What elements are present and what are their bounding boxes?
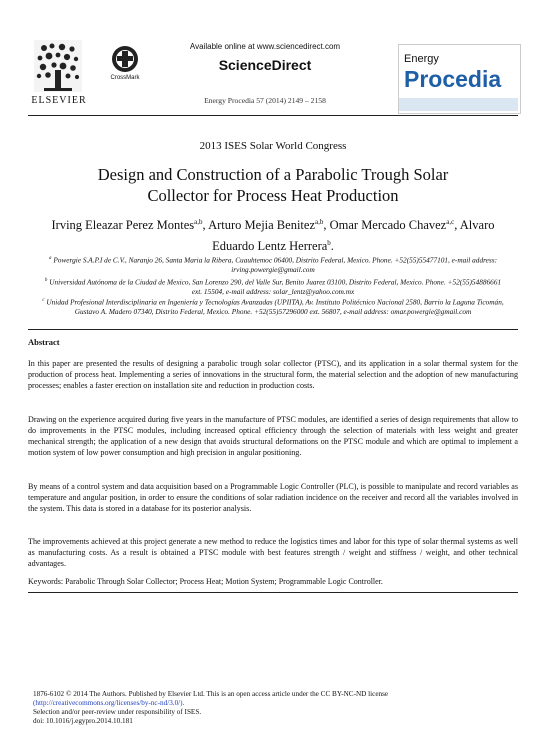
sciencedirect-logo: ScienceDirect — [218, 57, 312, 73]
crossmark-icon[interactable] — [111, 45, 139, 73]
affiliation-b — [40, 276, 506, 297]
abstract-paragraph: Drawing on the experience acquired during five years in the manufacture of PTSC modules, are identified a series of design requirements that allow to do improvements in the PTSC modules, including increased optical efficiency through the selection of materials with less weight and greater mechanical strength; the application of a new design that avoids structural deformations on the PTSC module and which are optimal to implement a motion system of low power consumption and high precision in angular positioning. — [28, 415, 518, 457]
author-name: Omar Mercado Chavez — [329, 218, 447, 233]
author-sep: , — [323, 218, 330, 233]
journal-reference: Energy Procedia 57 (2014) 2149 – 2158 — [204, 96, 326, 105]
author-name: Alvaro Eduardo Lentz Herrera — [212, 218, 495, 254]
paper-title — [40, 164, 506, 206]
copyright-line: 1876-6102 © 2014 The Authors. Published by Elsevier Ltd. This is an open access article under the CC BY-NC-ND license — [33, 690, 389, 698]
abstract-divider — [28, 329, 518, 330]
publisher-name: ELSEVIER — [31, 95, 87, 106]
keywords-divider — [28, 592, 518, 593]
abstract-paragraph: In this paper are presented the results of designing a parabolic trough solar collector (PTSC), and its application in a solar thermal system for the production of process heat. Implementing a series of innovations in the structural form, the material selection and the adoption of new manufacturing processes; enables a faster erection on installation site and reduction in production costs. — [28, 359, 518, 390]
author-affil-mark: a,c — [446, 218, 455, 226]
title-line-1: Design and Construction of a Parabolic Trough Solar — [97, 165, 449, 184]
affiliation-text: Universidad Autónoma de la Ciudad de Mexico, San Lorenzo 290, del Valle Sur, Benito Juarez 03100, Distrito Federal, Mexico. Phone. +52(55)54886661 ext. 15504, e-mail address: solar_lentz@yahoo.com.mx — [49, 277, 502, 297]
author-name: Irving Eleazar Perez Montes — [51, 218, 195, 233]
license-link[interactable]: (http://creativecommons.org/licenses/by-nc-nd/3.0/). — [33, 699, 185, 707]
abstract-paragraph: By means of a control system and data acquisition based on a Programmable Logic Controller (PLC), is possible to manipulate and record variables as temperature and angular position, in order to ensure the conditions of solar radiation incidence on the receiver and record all the variables involved in the system. This data is stored in a database for its posterior analysis. — [28, 482, 518, 513]
author-list — [40, 213, 506, 255]
journal-logo-bar — [399, 98, 518, 111]
affiliation-mark: c — [42, 298, 45, 303]
keywords: Keywords: Parabolic Through Solar Collector; Process Heat; Motion System; Programmable Logic Controller. — [28, 577, 383, 586]
author-affil-mark: a,b — [315, 218, 324, 226]
conference-name: 2013 ISES Solar World Congress — [199, 140, 347, 152]
author-name: Arturo Mejia Benitez — [208, 218, 315, 233]
affiliation-mark: a — [48, 256, 52, 261]
peer-review-line: Selection and/or peer-review under responsibility of ISES. — [33, 708, 202, 716]
author-sep: , — [454, 218, 460, 233]
copyright-footer — [33, 690, 503, 726]
crossmark-label: CrossMark — [110, 75, 140, 81]
author-sep: . — [330, 239, 334, 254]
author-affil-mark: a,b — [194, 218, 203, 226]
available-online-text[interactable]: Available online at www.sciencedirect.com — [189, 42, 341, 51]
affiliation-c — [40, 296, 506, 317]
journal-logo-procedia: Procedia — [404, 66, 502, 92]
affiliation-text: Powergie S.A.P.I de C.V., Naranjo 26, Santa Maria la Ribera, Cuauhtemoc 06400, Distrito Federal, Mexico. Phone. +52(55)55477101, e-mail address: irving.powergie@gmail.com — [53, 255, 498, 275]
header-divider — [28, 115, 518, 116]
affiliation-a — [40, 254, 506, 275]
journal-logo-energy: Energy — [404, 53, 439, 65]
doi-line[interactable]: doi: 10.1016/j.egypro.2014.10.181 — [33, 717, 133, 725]
abstract-paragraph: The improvements achieved at this project generate a new method to reduce the logistics times and labor for this type of solar thermal systems as well as manufacturing costs. As a result is obtained a PTSC module with best features strength / weight and stiffness / weight, and other technical advantages. — [28, 537, 518, 568]
abstract-heading: Abstract — [28, 337, 60, 347]
author-sep: , — [202, 218, 209, 233]
title-line-2: Collector for Process Heat Production — [147, 186, 399, 205]
affiliation-mark: b — [44, 278, 48, 283]
affiliation-text: Unidad Profesional Interdisciplinaria en Ingeniería y Tecnologías Avanzadas (UPIITA), Av. Instituto Politécnico Nacional 2580, Barrio la Laguna Ticomán, Gustavo A. Madero 07340, Distrito Federal, Mexico. Phone. +52(55)57296000 ext. 56807, e-mail address: omar.powergie@gmail.com — [46, 297, 504, 317]
author-affil-mark: b — [327, 239, 331, 248]
